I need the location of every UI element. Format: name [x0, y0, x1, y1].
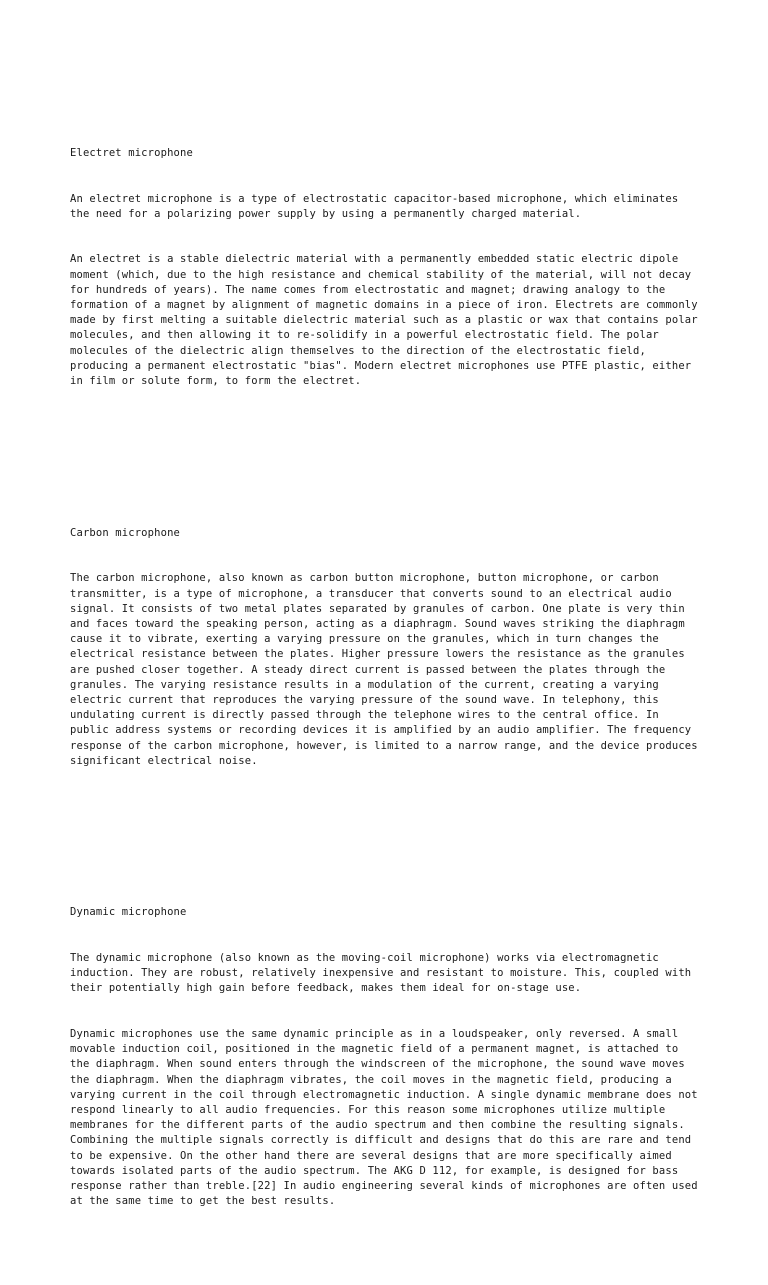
section-carbon-microphone — [70, 495, 705, 799]
section-heading: Dynamic microphone — [70, 906, 187, 919]
section-heading: Electret microphone — [70, 147, 193, 160]
section-dynamic-microphone — [70, 875, 705, 1240]
section-paragraph: Dynamic microphones use the same dynamic principle as in a loudspeaker, only reversed. A small movable induction coil, positioned in the magnetic field of a permanent magnet, is attached to the diaphragm. When sound enters through the windscreen of the microphone, the sound wave moves the diaphragm. When the diaphragm vibrates, the coil moves in the magnetic field, producing a varying current in the coil through electromagnetic induction. A single dynamic membrane does not respond linearly to all audio frequencies. For this reason some microphones utilize multiple membranes for the different parts of the audio spectrum and then combine the resulting signals. Combining the multiple signals correctly is difficult and designs that do this are rare and tend to be expensive. On the other hand there are several designs that are more specifically aimed towards isolated parts of the audio spectrum. The AKG D 112, for example, is designed for bass response rather than treble.[22] In audio engineering several kinds of microphones are often used at the same time to get the best results. — [70, 1027, 705, 1208]
section-paragraph: The dynamic microphone (also known as the moving-coil microphone) works via electromagnetic induction. They are robust, relatively inexpensive and resistant to moisture. This, coupled with their potentially high gain before feedback, makes them ideal for on-stage use. — [70, 951, 698, 995]
section-paragraph: An electret is a stable dielectric material with a permanently embedded static electric dipole moment (which, due to the high resistance and chemical stability of the material, will not decay for hundreds of years). The name comes from electrostatic and magnet; drawing analogy to the formation of a magnet by alignment of magnetic domains in a piece of iron. Electrets are commonly made by first melting a suitable dielectric material such as a plastic or wax that contains polar molecules, and then allowing it to re-solidify in a powerful electrostatic field. The polar molecules of the dielectric align themselves to the direction of the electrostatic field, producing a permanent electrostatic "bias". Modern electret microphones use PTFE plastic, either in film or solute form, to form the electret. — [70, 253, 705, 388]
document-body — [70, 70, 705, 1285]
section-electret-microphone — [70, 116, 705, 420]
section-paragraph: The carbon microphone, also known as carbon button microphone, button microphone, or carbon transmitter, is a type of microphone, a transducer that converts sound to an electrical audio signal. It consists of two metal plates separated by granules of carbon. One plate is very thin and faces toward the speaking person, acting as a diaphragm. Sound waves striking the diaphragm cause it to vibrate, exerting a varying pressure on the granules, which in turn changes the electrical resistance between the plates. Higher pressure lowers the resistance as the granules are pushed closer together. A steady direct current is passed between the plates through the granules. The varying resistance results in a modulation of the current, creating a varying electric current that reproduces the varying pressure of the sound wave. In telephony, this undulating current is directly passed through the telephone wires to the central office. In public address systems or recording devices it is amplified by an audio amplifier. The frequency response of the carbon microphone, however, is limited to a narrow range, and the device produces significant electrical noise. — [70, 572, 705, 767]
section-paragraph: An electret microphone is a type of electrostatic capacitor-based microphone, which eliminates the need for a polarizing power supply by using a permanently charged material. — [70, 192, 685, 220]
section-heading: Carbon microphone — [70, 526, 181, 539]
